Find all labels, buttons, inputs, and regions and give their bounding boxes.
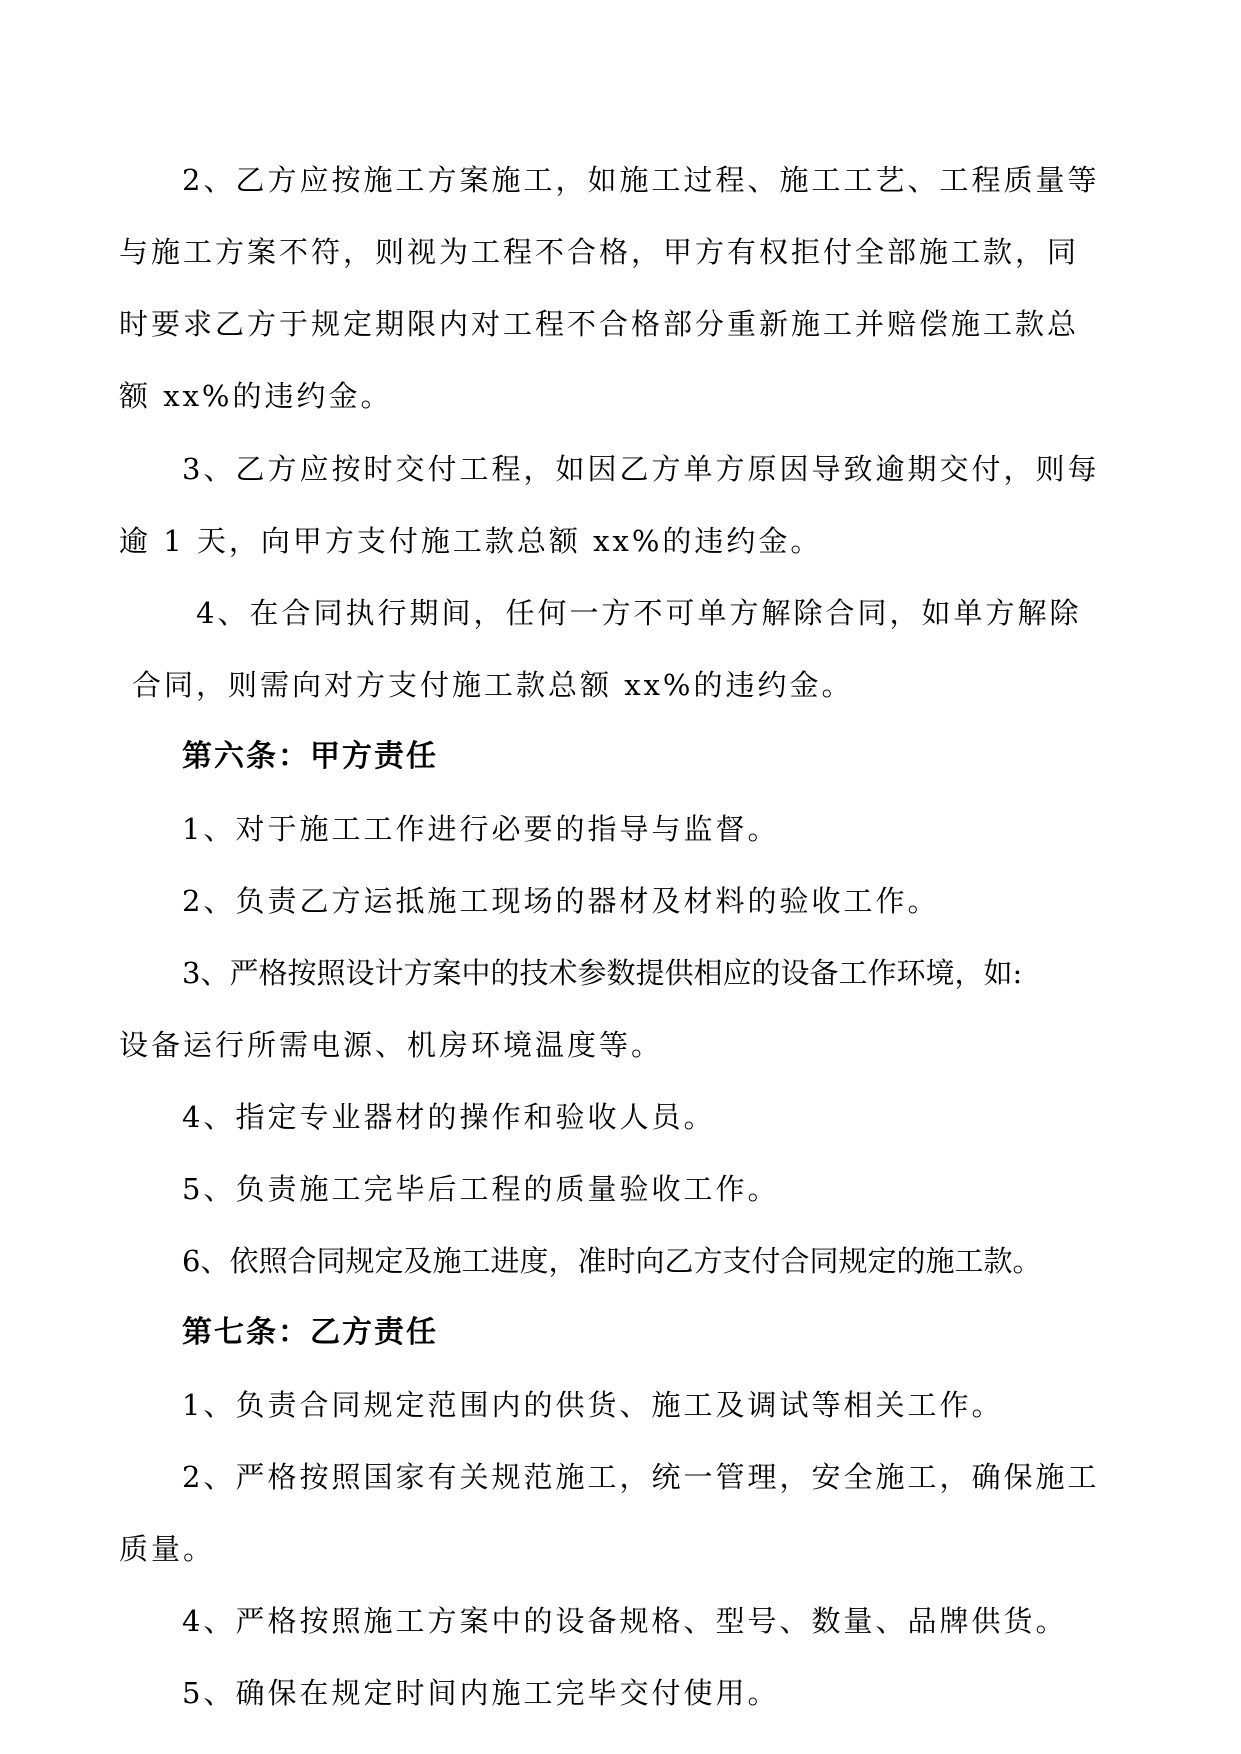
clause-5-item-4-line-1: 4、在合同执行期间，任何一方不可单方解除合同，如单方解除 xyxy=(196,596,1082,630)
clause-6-item-2: 2、负责乙方运抵施工现场的器材及材料的验收工作。 xyxy=(182,884,940,918)
clause-6-item-3-line-1: 3、严格按照设计方案中的技术参数提供相应的设备工作环境，如: xyxy=(182,956,1023,990)
clause-5-item-2-line-2: 与施工方案不符，则视为工程不合格，甲方有权拒付全部施工款，同 xyxy=(119,235,1080,269)
clause-5-item-2-line-3: 时要求乙方于规定期限内对工程不合格部分重新施工并赔偿施工款总 xyxy=(119,307,1080,341)
section-heading-article-7: 第七条：乙方责任 xyxy=(182,1315,438,1350)
clause-5-item-2-line-1: 2、乙方应按施工方案施工，如施工过程、施工工艺、工程质量等 xyxy=(182,163,1100,197)
clause-5-item-3-line-2: 逾 1 天，向甲方支付施工款总额 xx%的违约金。 xyxy=(119,524,823,558)
clause-7-item-2-line-1: 2、严格按照国家有关规范施工，统一管理，安全施工，确保施工 xyxy=(182,1460,1100,1494)
clause-6-item-6: 6、依照合同规定及施工进度，准时向乙方支付合同规定的施工款。 xyxy=(182,1244,1042,1278)
clause-7-item-5: 5、确保在规定时间内施工完毕交付使用。 xyxy=(182,1676,780,1710)
clause-7-item-2-line-2: 质量。 xyxy=(119,1532,216,1566)
clause-7-item-1: 1、负责合同规定范围内的供货、施工及调试等相关工作。 xyxy=(182,1388,1004,1422)
clause-6-item-3-line-2: 设备运行所需电源、机房环境温度等。 xyxy=(119,1028,664,1062)
clause-5-item-4-line-2: 合同，则需向对方支付施工款总额 xx%的违约金。 xyxy=(132,668,854,702)
clause-7-item-4: 4、严格按照施工方案中的设备规格、型号、数量、品牌供货。 xyxy=(182,1604,1068,1638)
clause-6-item-5: 5、负责施工完毕后工程的质量验收工作。 xyxy=(182,1172,780,1206)
clause-6-item-1: 1、对于施工工作进行必要的指导与监督。 xyxy=(182,812,780,846)
clause-5-item-2-line-4: 额 xx%的违约金。 xyxy=(119,379,393,413)
section-heading-article-6: 第六条：甲方责任 xyxy=(182,739,438,774)
clause-5-item-3-line-1: 3、乙方应按时交付工程，如因乙方单方原因导致逾期交付，则每 xyxy=(182,452,1100,486)
clause-6-item-4: 4、指定专业器材的操作和验收人员。 xyxy=(182,1100,716,1134)
